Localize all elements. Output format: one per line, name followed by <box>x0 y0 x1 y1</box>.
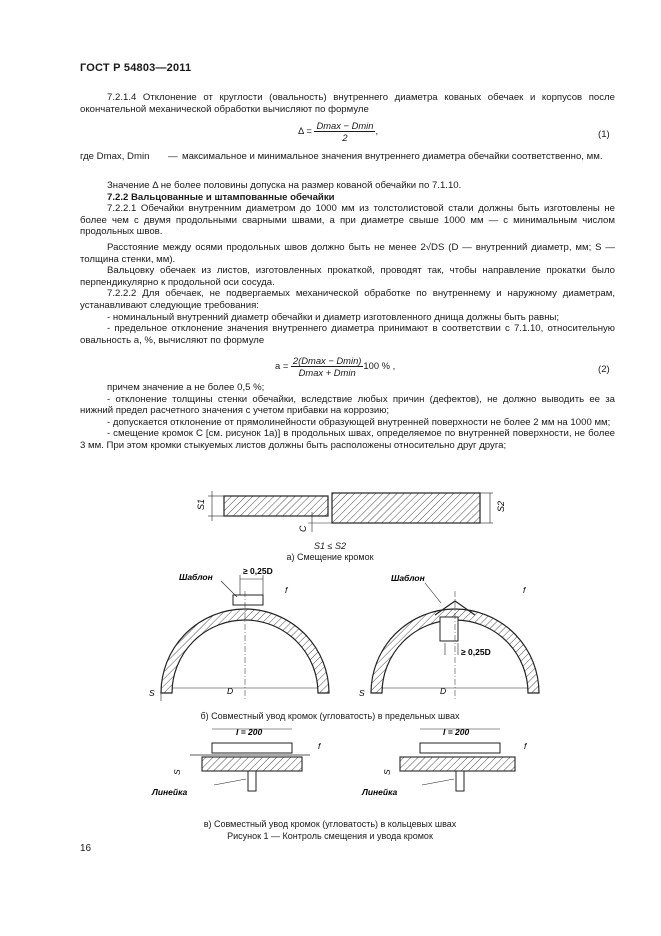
ring-plates-left <box>202 757 302 771</box>
ruler-left <box>248 771 256 791</box>
figure-c-caption: в) Совместный увод кромок (угловатость) в кольцевых швах <box>203 819 457 829</box>
note-delta: Значение Δ не более половины допуска на размер кованой обечайки по 7.1.10. <box>107 180 462 191</box>
clause-7-2-2-2-b3: - отклонение толщины стенки обечайки, вследствие любых причин (дефектов), не должно выводить ее за нижний предел расчетного значения с учетом прибавки на коррозию; <box>80 393 615 417</box>
label-s1: S1 <box>196 498 206 510</box>
figure-a-caption: а) Смещение кромок <box>286 552 374 562</box>
clause-7-2-2-2-after: причем значение a не более 0,5 %; <box>107 382 265 393</box>
label-d-left: D <box>227 686 234 696</box>
label-025d-right: ≥ 0,25D <box>461 647 491 657</box>
where-text: максимальное и минимальное значения внутреннего диаметра обечайки соответственно, мм. <box>182 151 603 162</box>
clause-7-2-2-2-b5: - смещение кромок C [см. рисунок 1а)] в продольных швах, определяемое по внутренней поверхности, не более 3 мм. При этом кромки стыкуемых листов должны быть расположены относительно друг друга; <box>80 428 615 451</box>
where-label: где Dmax, Dmin <box>80 151 150 162</box>
formula-1 <box>298 120 378 143</box>
template-right <box>440 617 458 641</box>
formula-1-numerator: Dmax − Dmin <box>316 120 374 131</box>
label-ruler-left: Линейка <box>152 787 188 797</box>
ring-plates-right <box>400 757 515 771</box>
label-s-c-left: S <box>172 769 182 775</box>
label-f-left: f <box>285 585 288 595</box>
template-left <box>233 595 263 605</box>
plate-thick <box>332 493 480 523</box>
clause-7-2-2-2-b4: - допускается отклонение от прямолинейности образующей внутренней поверхности не более 2 мм на 1000 мм; <box>107 416 611 428</box>
ruler-top-left <box>212 743 292 753</box>
formula-2-denominator: Dmax + Dmin <box>298 367 356 378</box>
clause-text: 7.2.1.4 Отклонение от круглости (овальность) внутреннего диаметра кованых обечаек и корпусов после окончательной механической обработки вычисляют по формуле <box>80 92 615 115</box>
label-f-right: f <box>523 585 526 595</box>
label-s-right: S <box>359 688 365 698</box>
where-block <box>80 151 615 163</box>
eq-number-2: (2) <box>598 364 610 375</box>
figure-b-drawing <box>145 563 540 703</box>
label-d-right: D <box>440 686 447 696</box>
where-dash: — <box>168 151 178 162</box>
ruler-right <box>456 771 464 791</box>
figure-b-caption: б) Совместный увод кромок (угловатость) в предельных швах <box>200 711 460 721</box>
plate-thin <box>224 496 328 516</box>
figure-c-drawing <box>150 721 540 811</box>
figure-title: Рисунок 1 — Контроль смещения и увода кромок <box>227 831 433 841</box>
clause-7-2-1-4 <box>80 92 615 115</box>
label-025d-left: ≥ 0,25D <box>243 566 273 576</box>
label-l200-left: l = 200 <box>236 727 263 737</box>
page-number: 16 <box>80 843 92 854</box>
clause-7-2-2-2-p1: 7.2.2.2 Для обечаек, не подвергаемых механической обработке по внутреннему и наружному диаметрам, устанавливают следующие требования: <box>80 288 615 311</box>
label-f-c-right: f <box>524 741 527 751</box>
eq-number-1: (1) <box>598 129 610 140</box>
formula-1-lhs: Δ = <box>298 124 312 136</box>
label-template-left: Шаблон <box>179 572 213 582</box>
label-template-right: Шаблон <box>391 573 425 583</box>
label-ruler-right: Линейка <box>362 787 398 797</box>
figure-a-condition: S1 ≤ S2 <box>314 541 346 551</box>
figure-a-drawing <box>190 488 510 538</box>
label-s-c-right: S <box>382 769 392 775</box>
formula-1-tail: , <box>375 124 379 136</box>
requirements-block <box>80 382 615 452</box>
formula-2 <box>275 355 395 378</box>
formula-2-tail: 100 % , <box>363 359 396 371</box>
clause-7-2-2-2-b2: - предельное отклонение значения внутреннего диаметра принимают в соответствии с 7.1.10, относительную овальность a, %, вычисляют по формуле <box>80 323 615 346</box>
clause-7-2-2-1-p2: Расстояние между осями продольных швов должно быть не менее 2√DS (D — внутренний диаметр, мм; S — толщина стенки, мм). <box>80 241 615 265</box>
label-l200-right: l = 200 <box>443 727 470 737</box>
formula-2-lhs: a = <box>275 359 289 371</box>
clause-7-2-2-2-b1: - номинальный внутренний диаметр обечайки и диаметр изготовленного днища должны быть равны; <box>107 311 560 323</box>
section-7-2-2-title: 7.2.2 Вальцованные и штампованные обечайки <box>107 191 335 203</box>
formula-2-numerator: 2(Dmax − Dmin) <box>292 355 362 366</box>
label-f-c-left: f <box>318 741 321 751</box>
clause-7-2-2-1-p1: 7.2.2.1 Обечайки внутренним диаметром до 1000 мм из толстолистовой стали должны быть изготовлены не более чем с двумя продольными сварными швами, а при диаметре свыше 1000 мм — с минимальным числом продольных швов. <box>80 203 615 238</box>
doc-header: ГОСТ Р 54803—2011 <box>80 62 192 74</box>
label-s-left: S <box>149 688 155 698</box>
ruler-top-right <box>420 743 500 753</box>
label-c: C <box>298 525 308 532</box>
label-s2: S2 <box>496 500 506 512</box>
formula-1-denominator: 2 <box>342 132 348 143</box>
notes-block <box>80 180 615 346</box>
clause-7-2-2-1-p3: Вальцовку обечаек из листов, изготовленных прокаткой, проводят так, чтобы направление прокатки было перпендикулярно к продольной оси сосуда. <box>80 265 615 288</box>
